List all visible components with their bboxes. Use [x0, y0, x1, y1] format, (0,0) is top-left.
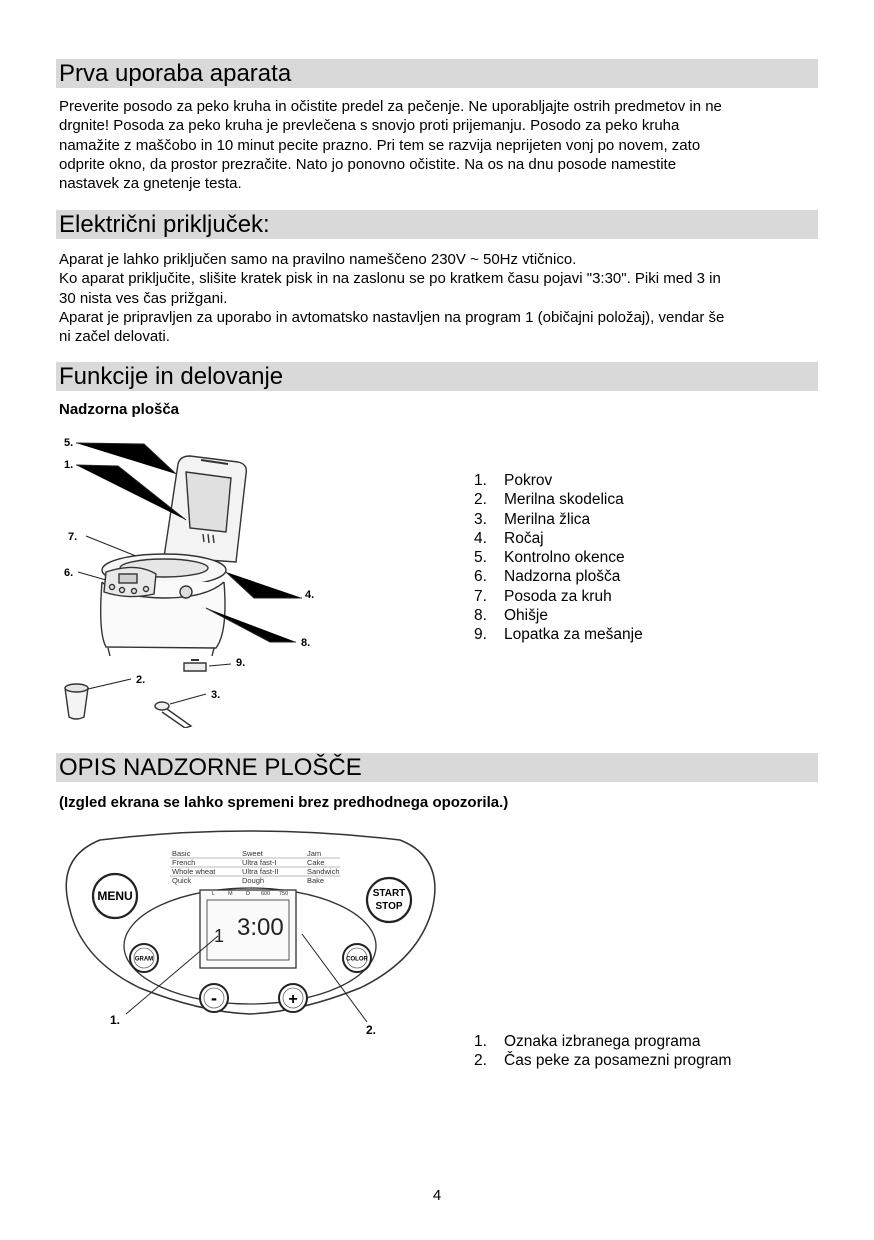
text-line: Preverite posodo za peko kruha in očistite predel za pečenje. Ne uporabljajte ostrih predmetov in ne — [59, 98, 722, 115]
section-title: Električni priključek: — [59, 211, 270, 238]
menu-button[interactable] — [93, 874, 137, 918]
program-quick: Quick — [172, 876, 192, 885]
scale-l: L — [212, 891, 216, 897]
list-item: 2. Merilna skodelica — [474, 491, 624, 509]
page-number: 4 — [432, 1187, 442, 1204]
callout-8: 8. — [301, 637, 311, 649]
section-title: Funkcije in delovanje — [59, 363, 284, 390]
program-ultra-fast-1: Ultra fast-I — [242, 858, 277, 867]
program-jam: Jam — [307, 849, 322, 858]
color-button[interactable] — [343, 944, 371, 972]
control-panel-diagram — [60, 828, 440, 1040]
list-item: 4. Ročaj — [474, 529, 544, 547]
callout-5: 5. — [64, 437, 74, 449]
panel-items-list — [474, 1032, 731, 1071]
plus-label: + — [288, 991, 298, 1008]
list-item: 5. Kontrolno okence — [474, 549, 625, 567]
control-panel-subheading: Nadzorna plošča — [59, 401, 180, 418]
section-header-first-use — [56, 59, 818, 88]
stop-label: STOP — [375, 901, 403, 912]
text-line: drgnite! Posoda za peko kruha je prevlečena s snovjo proti prijemanju. Posodo za peko kruha — [59, 117, 680, 135]
panel-callout-2: 2. — [366, 1023, 377, 1037]
electrical-paragraph — [59, 250, 819, 346]
list-item: 3. Merilna žlica — [474, 510, 591, 528]
scale-600: 600 — [261, 891, 271, 897]
program-whole-wheat: Whole wheat — [172, 867, 216, 876]
list-item: 7. Posoda za kruh — [474, 587, 612, 605]
minus-label: - — [211, 988, 217, 1008]
gram-label: GRAM — [134, 956, 154, 963]
program-sandwich: Sandwich — [307, 867, 340, 876]
text-line: nastavek za gnetenje testa. — [59, 175, 242, 193]
scale-d: D — [246, 891, 250, 897]
program-dough: Dough — [242, 876, 265, 885]
first-use-paragraph — [59, 97, 819, 193]
text-line: Aparat je pripravljen za uporabo in avtomatsko nastavljen na program 1 (običajni položaj), vendar še — [59, 308, 725, 326]
text-line: 30 nista ves čas prižgani. — [59, 289, 228, 307]
program-basic: Basic — [172, 849, 191, 858]
section-header-electrical — [56, 210, 818, 239]
list-item: 2. Čas peke za posamezni program — [474, 1052, 732, 1070]
display-program-number: 1 — [214, 926, 225, 946]
list-item: 1. Oznaka izbranega programa — [474, 1033, 701, 1050]
callout-4: 4. — [305, 589, 315, 601]
callout-3: 3. — [211, 689, 221, 701]
panel-note: (Izgled ekrana se lahko spremeni brez predhodnega opozorila.) — [59, 794, 509, 811]
minus-button[interactable] — [200, 984, 228, 1012]
section-title: OPIS NADZORNE PLOŠČE — [59, 754, 362, 781]
callout-2: 2. — [136, 674, 146, 686]
program-french: French — [172, 858, 196, 867]
section-header-panel — [56, 753, 818, 782]
callout-1: 1. — [64, 459, 74, 471]
text-line: ni začel delovati. — [59, 328, 170, 346]
color-label: COLOR — [346, 956, 368, 963]
scale-750: 750 — [279, 891, 289, 897]
parts-list — [474, 471, 643, 645]
program-bake: Bake — [307, 876, 325, 885]
plus-button[interactable] — [279, 984, 307, 1012]
list-item: 1. Pokrov — [474, 472, 553, 489]
section-title: Prva uporaba aparata — [59, 60, 292, 87]
list-item: 6. Nadzorna plošča — [474, 568, 621, 586]
program-cake: Cake — [307, 858, 325, 867]
text-line: Aparat je lahko priključen samo na pravilno nameščeno 230V ~ 50Hz vtičnico. — [59, 251, 577, 268]
program-sweet: Sweet — [242, 849, 263, 858]
text-line: namažite z maščobo in 10 minut pecite prazno. Pri tem se razvija neprijeten vonj po novem, zato — [59, 136, 701, 154]
callout-7: 7. — [68, 531, 78, 543]
display-time: 3:00 — [237, 914, 284, 941]
panel-callout-1: 1. — [110, 1013, 121, 1027]
text-line: odprite okno, da prostor prezračite. Nato jo ponovno očistite. Na os na dnu posode namestite — [59, 155, 677, 173]
bread-maker-diagram — [56, 432, 346, 728]
gram-button[interactable] — [130, 944, 158, 972]
scale-m: M — [228, 891, 233, 897]
menu-label: MENU — [97, 889, 133, 903]
start-stop-button[interactable] — [367, 878, 411, 922]
program-ultra-fast-2: Ultra fast-II — [242, 867, 279, 876]
section-header-functions — [56, 362, 818, 391]
list-item: 9. Lopatka za mešanje — [474, 626, 643, 644]
callout-6: 6. — [64, 567, 74, 579]
text-line: Ko aparat priključite, slišite kratek pisk in na zaslonu se po kratkem času pojavi "3:30". Piki med 3 in — [59, 270, 721, 288]
start-label: START — [372, 888, 406, 899]
callout-9: 9. — [236, 657, 246, 669]
list-item: 8. Ohišje — [474, 607, 548, 625]
